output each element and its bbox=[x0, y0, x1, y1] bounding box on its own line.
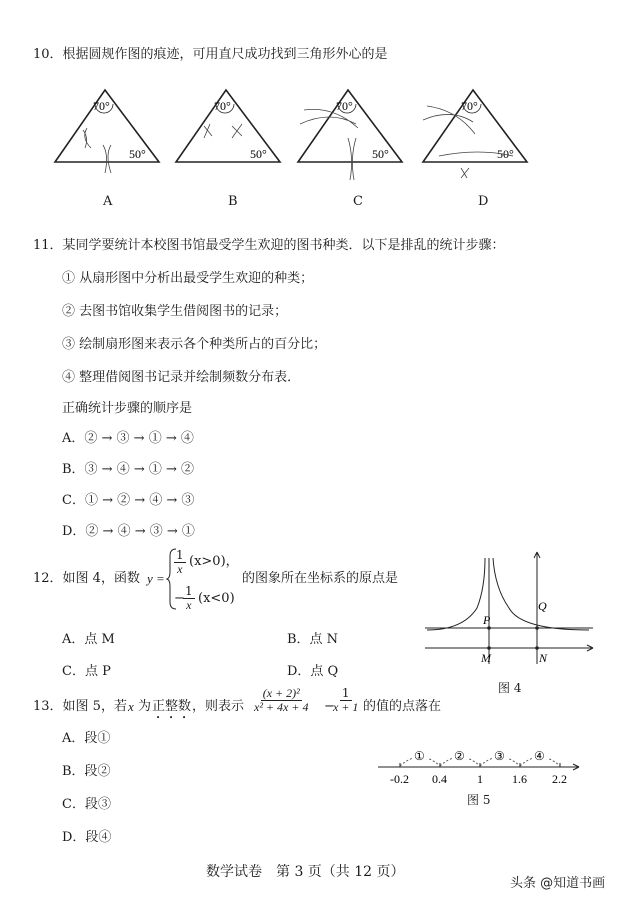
q13-prefix-1: 13．如图 5，若 bbox=[33, 699, 127, 714]
q12-option-b: B．点 N bbox=[287, 632, 339, 647]
q12-case1-fraction bbox=[174, 549, 186, 576]
q10-option-c: C bbox=[353, 194, 363, 209]
q11-option-a: A．② → ③ → ① → ④ bbox=[62, 431, 194, 446]
point-q-label: Q bbox=[538, 599, 547, 613]
figure-5 bbox=[376, 745, 586, 790]
q12-case1-num: 1 bbox=[176, 548, 184, 562]
q11-option-d: D．② → ④ → ③ → ① bbox=[62, 524, 195, 539]
angle-70-label: 70° bbox=[214, 99, 231, 113]
segment-1-label: ① bbox=[414, 749, 425, 763]
q13-x-var: x bbox=[128, 699, 134, 714]
q12-option-a: A．点 M bbox=[62, 632, 115, 647]
segment-3-label: ③ bbox=[494, 749, 505, 763]
q11-stem: 11．某同学要统计本校图书馆最受学生欢迎的图书种类．以下是排乱的统计步骤： bbox=[33, 238, 505, 253]
q12-case2-fraction bbox=[183, 585, 195, 612]
q12-case2-sign: − bbox=[174, 591, 185, 606]
q13-option-a: A．段① bbox=[62, 731, 111, 746]
q13-frac2-num: 1 bbox=[341, 686, 350, 700]
tick-label: 1.6 bbox=[512, 772, 527, 786]
q13-frac2-den: x + 1 bbox=[333, 700, 359, 714]
q13-option-d: D．段④ bbox=[62, 830, 112, 845]
segment-4-label: ④ bbox=[534, 749, 545, 763]
figure-4-caption: 图 4 bbox=[498, 681, 522, 695]
q10-figure-b bbox=[176, 90, 286, 170]
q13-suffix: 的值的点落在 bbox=[363, 699, 442, 714]
q13-fraction-2 bbox=[333, 687, 358, 714]
q13-prefix-3: ，则表示 bbox=[192, 699, 245, 714]
q13-option-c: C．段③ bbox=[62, 797, 111, 812]
angle-70-label: 70° bbox=[93, 99, 110, 113]
q13-prefix-2: 为 bbox=[138, 699, 152, 714]
q10-figure-c bbox=[298, 90, 408, 188]
q12-option-d: D．点 Q bbox=[287, 664, 339, 679]
q12-option-c: C．点 P bbox=[62, 664, 111, 679]
point-m-label: M bbox=[481, 651, 491, 665]
q12-case2-den: x bbox=[186, 598, 192, 612]
point-p-label: P bbox=[483, 613, 491, 627]
q11-step-3: ③ 绘制扇形图来表示各个种类所占的百分比； bbox=[62, 337, 327, 352]
q10-option-d: D bbox=[478, 194, 489, 209]
q13-fraction-1 bbox=[254, 687, 308, 714]
q12-prefix: 12．如图 4，函数 bbox=[33, 571, 140, 586]
page-footer: 数学试卷 第 3 页（共 12 页） bbox=[206, 864, 405, 880]
q12-case1-den: x bbox=[177, 562, 183, 576]
q11-option-c: C．① → ② → ④ → ③ bbox=[62, 493, 195, 508]
figure-5-caption: 图 5 bbox=[467, 793, 491, 807]
q12-case2-cond: (x<0) bbox=[198, 591, 235, 606]
angle-50-label: 50° bbox=[497, 147, 514, 161]
q11-step-4: ④ 整理借阅图书记录并绘制频数分布表． bbox=[62, 370, 301, 385]
angle-50-label: 50° bbox=[372, 147, 389, 161]
q13-frac1-den: x² + 4x + 4 bbox=[254, 700, 309, 714]
q12-y-eq: y = bbox=[147, 571, 165, 586]
angle-70-label: 70° bbox=[461, 99, 478, 113]
segment-2-label: ② bbox=[454, 749, 465, 763]
tick-label: -0.2 bbox=[390, 772, 409, 786]
q11-option-b: B．③ → ④ → ① → ② bbox=[62, 462, 195, 477]
q10-option-b: B bbox=[228, 194, 238, 209]
q10-figure-a bbox=[55, 90, 165, 170]
q10-stem: 10．根据圆规作图的痕迹，可用直尺成功找到三角形外心的是 bbox=[33, 47, 388, 62]
q13-frac1-num: (x + 2)² bbox=[262, 686, 300, 700]
q13-option-b: B．段② bbox=[62, 764, 111, 779]
angle-70-label: 70° bbox=[336, 99, 353, 113]
q11-step-1: ① 从扇形图中分析出最受学生欢迎的种类； bbox=[62, 271, 314, 286]
q10-figure-d bbox=[423, 90, 533, 188]
tick-label: 2.2 bbox=[552, 772, 567, 786]
q11-question: 正确统计步骤的顺序是 bbox=[62, 401, 193, 416]
angle-50-label: 50° bbox=[250, 147, 267, 161]
tick-label: 1 bbox=[477, 772, 483, 786]
angle-50-label: 50° bbox=[129, 147, 146, 161]
q11-step-2: ② 去图书馆收集学生借阅图书的记录； bbox=[62, 304, 288, 319]
q13-minus: − bbox=[324, 699, 335, 714]
q12-case2-num: 1 bbox=[185, 584, 193, 598]
q13-emph: 正整数 bbox=[152, 699, 192, 714]
figure-4 bbox=[425, 548, 605, 678]
q12-suffix: 的图象所在坐标系的原点是 bbox=[242, 571, 399, 586]
point-n-label: N bbox=[539, 651, 548, 665]
q10-option-a: A bbox=[103, 194, 113, 209]
watermark: 头条 @知道书画 bbox=[510, 876, 606, 891]
tick-label: 0.4 bbox=[432, 772, 447, 786]
q12-case1-cond: (x>0)， bbox=[189, 554, 239, 569]
